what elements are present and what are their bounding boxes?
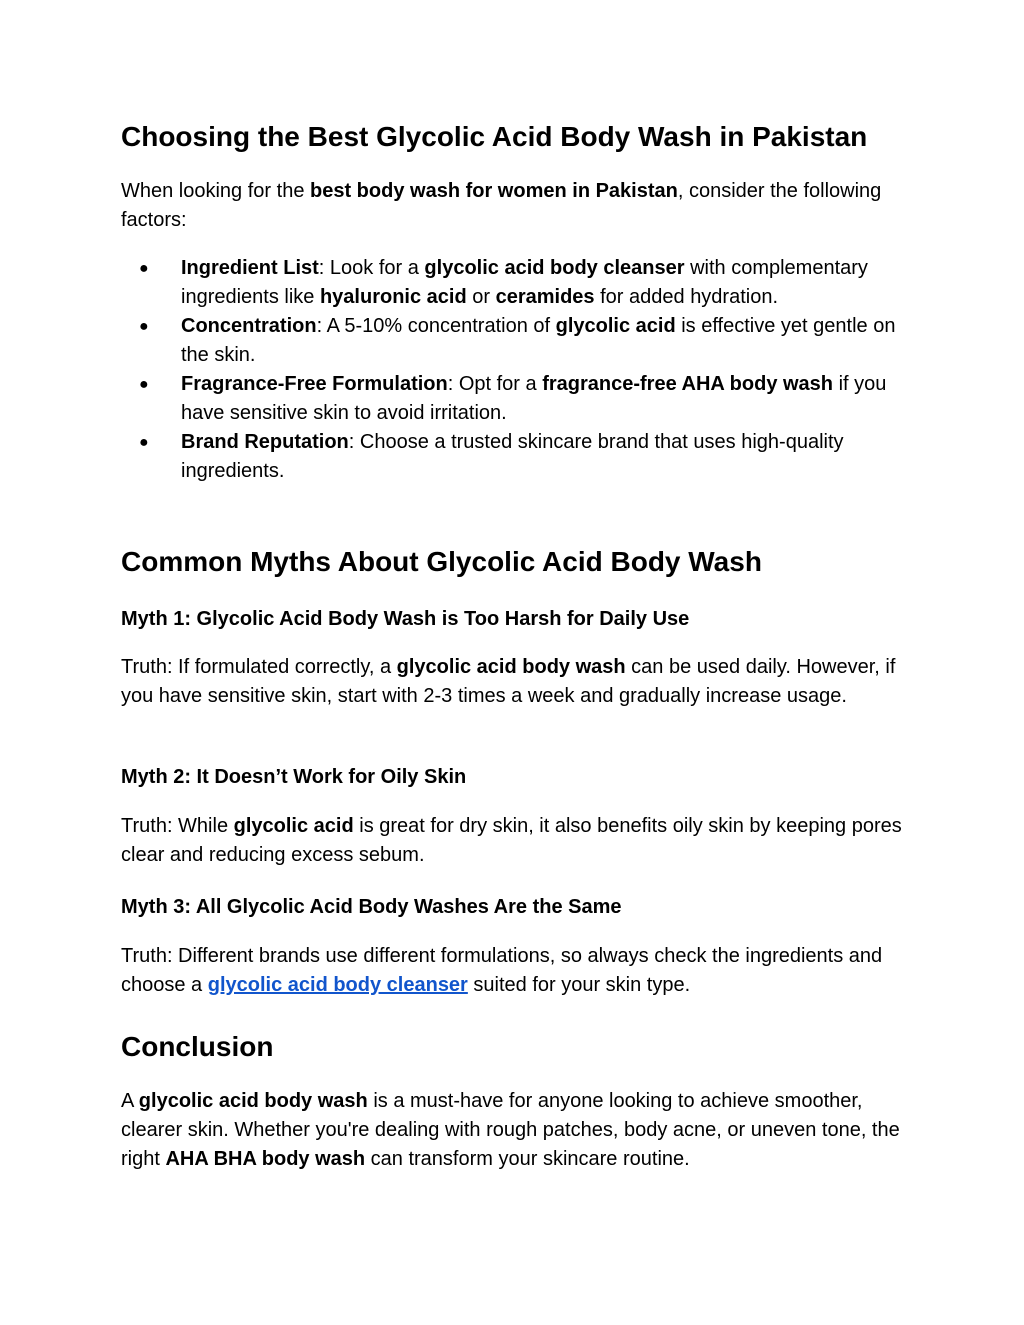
list-item-text: or	[466, 286, 496, 308]
list-item-bold: glycolic acid body cleanser	[424, 257, 685, 279]
section-heading-myths: Common Myths About Glycolic Acid Body Wash	[121, 546, 762, 577]
list-item-text: : A 5-10% concentration of	[316, 315, 556, 337]
intro-paragraph	[121, 177, 911, 235]
list-item-concentration	[121, 312, 921, 370]
myth1-text-1: Truth: If formulated correctly, a	[121, 656, 397, 678]
section-heading-conclusion: Conclusion	[121, 1031, 274, 1062]
myth3-heading: Myth 3: All Glycolic Acid Body Washes Are the Same	[121, 896, 622, 918]
conclusion-text-3: can transform your skincare routine.	[365, 1148, 690, 1170]
myth1-heading: Myth 1: Glycolic Acid Body Wash is Too Harsh for Daily Use	[121, 608, 690, 630]
bullet-icon: ●	[139, 318, 149, 335]
intro-bold-1: best body wash for women in Pakistan	[310, 180, 678, 202]
bullet-icon: ●	[139, 434, 149, 451]
list-item-text: is effective yet gentle on the skin.	[181, 315, 896, 366]
conclusion-text-1: A	[121, 1090, 139, 1112]
list-item-ingredient	[121, 254, 921, 312]
list-item-fragrance	[121, 370, 921, 428]
myth2-text-2: is great for dry skin, it also benefits oily skin by keeping pores clear and reducing excess sebum.	[121, 815, 902, 866]
myth3-text-1: Truth: Different brands use different formulations, so always check the ingredients and choose a	[121, 945, 883, 996]
myth1-truth	[121, 653, 911, 711]
conclusion-text-2: is a must-have for anyone looking to achieve smoother, clearer skin. Whether you're dealing with rough patches, body acne, or uneven tone, the right	[121, 1090, 900, 1170]
list-item-bold: ceramides	[495, 286, 595, 308]
intro-text-2: , consider the following factors:	[121, 180, 882, 231]
section-heading-choosing: Choosing the Best Glycolic Acid Body Wash in Pakistan	[121, 121, 868, 152]
list-item-text: for added hydration.	[594, 286, 779, 308]
factors-list	[121, 254, 921, 486]
myth2-bold: glycolic acid	[233, 815, 354, 837]
list-item-bold: fragrance-free AHA body wash	[542, 373, 834, 395]
conclusion-bold-2: AHA BHA body wash	[165, 1148, 366, 1170]
bullet-icon: ●	[139, 376, 149, 393]
bullet-icon: ●	[139, 260, 149, 277]
list-item-text: : Look for a	[318, 257, 425, 279]
list-item-brand	[121, 428, 921, 486]
glycolic-acid-body-cleanser-link[interactable]: glycolic acid body cleanser	[207, 974, 468, 996]
myth3-truth	[121, 942, 911, 1000]
myth2-heading: Myth 2: It Doesn’t Work for Oily Skin	[121, 766, 467, 788]
list-item-text: : Choose a trusted skincare brand that uses high-quality ingredients.	[181, 431, 844, 482]
myth2-truth	[121, 812, 911, 870]
list-item-text: : Opt for a	[447, 373, 543, 395]
intro-text-1: When looking for the	[121, 180, 310, 202]
list-item-label: Concentration	[181, 315, 317, 337]
conclusion-paragraph	[121, 1087, 911, 1174]
myth1-bold: glycolic acid body wash	[396, 656, 626, 678]
list-item-text: with complementary ingredients like	[181, 257, 868, 308]
myth2-text-1: Truth: While	[121, 815, 234, 837]
myth3-text-2: suited for your skin type.	[467, 974, 691, 996]
list-item-label: Ingredient List	[181, 257, 319, 279]
myth1-text-2: can be used daily. However, if you have sensitive skin, start with 2-3 times a week and gradually increase usage.	[121, 656, 896, 707]
list-item-label: Brand Reputation	[181, 431, 349, 453]
list-item-bold: glycolic acid	[555, 315, 676, 337]
list-item-label: Fragrance-Free Formulation	[181, 373, 448, 395]
conclusion-bold-1: glycolic acid body wash	[138, 1090, 368, 1112]
list-item-bold: hyaluronic acid	[319, 286, 467, 308]
list-item-text: if you have sensitive skin to avoid irritation.	[181, 373, 887, 424]
